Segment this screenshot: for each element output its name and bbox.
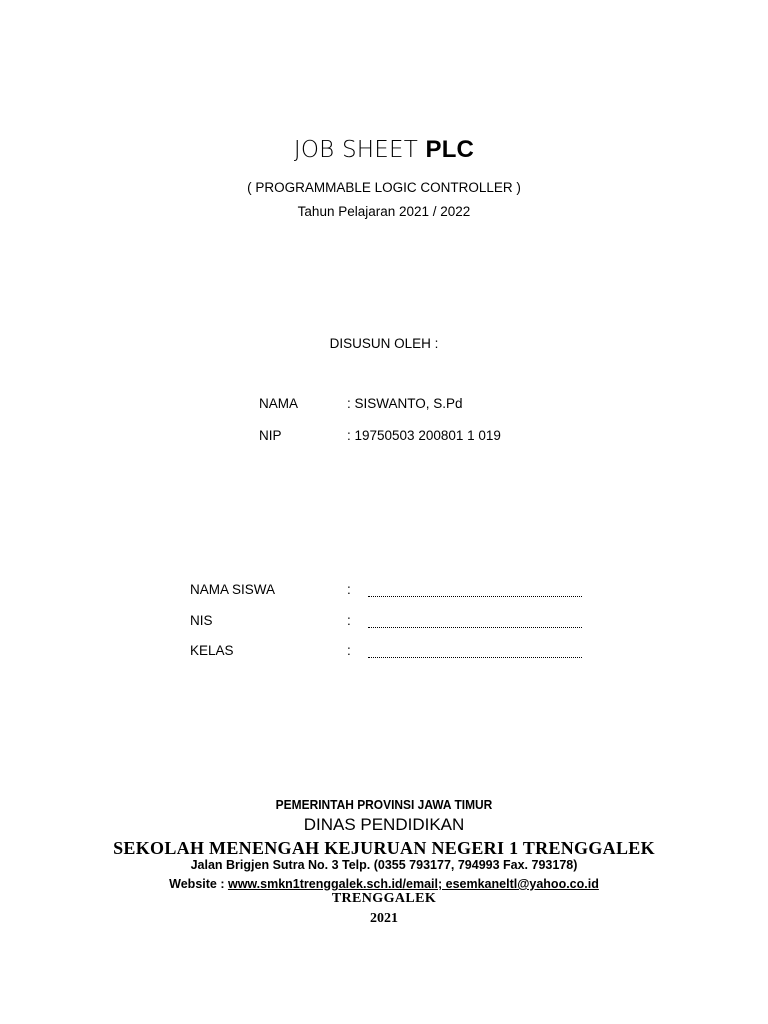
school-name: SEKOLAH MENENGAH KEJURUAN NEGERI 1 TRENGGALEK (113, 838, 655, 858)
title-main: JOB SHEET (293, 137, 418, 163)
student-nis-colon: : (347, 613, 351, 628)
document-title (0, 136, 768, 164)
student-class-colon: : (347, 643, 351, 658)
website-prefix: Website : (169, 877, 228, 891)
student-name-blank[interactable] (368, 596, 582, 597)
student-nis-label: NIS (190, 613, 213, 628)
government-name: PEMERINTAH PROVINSI JAWA TIMUR (275, 797, 493, 812)
website-link[interactable]: www.smkn1trenggalek.sch.id/email; esemkaneltl@yahoo.co.id (227, 877, 599, 891)
city-name: TRENGGALEK (331, 891, 437, 906)
title-plc: PLC (425, 136, 475, 163)
student-nis-blank[interactable] (368, 627, 582, 628)
author-name-label: NAMA (259, 396, 299, 411)
student-class-label: KELAS (190, 643, 234, 658)
school-year: Tahun Pelajaran 2021 / 2022 (297, 204, 471, 219)
author-heading: DISUSUN OLEH : (329, 336, 439, 351)
department-name: DINAS PENDIDIKAN (303, 815, 465, 834)
school-address: Jalan Brigjen Sutra No. 3 Telp. (0355 793177, 794993 Fax. 793178) (190, 858, 578, 872)
document-subtitle: ( PROGRAMMABLE LOGIC CONTROLLER ) (247, 180, 521, 195)
student-class-blank[interactable] (368, 657, 582, 658)
publication-year: 2021 (370, 911, 398, 926)
author-nip-value: : 19750503 200801 1 019 (347, 428, 501, 443)
school-website-line (0, 877, 768, 891)
author-nip-label: NIP (259, 428, 282, 443)
author-name-value: : SISWANTO, S.Pd (347, 396, 463, 411)
student-name-colon: : (347, 582, 351, 597)
student-name-label: NAMA SISWA (190, 582, 276, 597)
